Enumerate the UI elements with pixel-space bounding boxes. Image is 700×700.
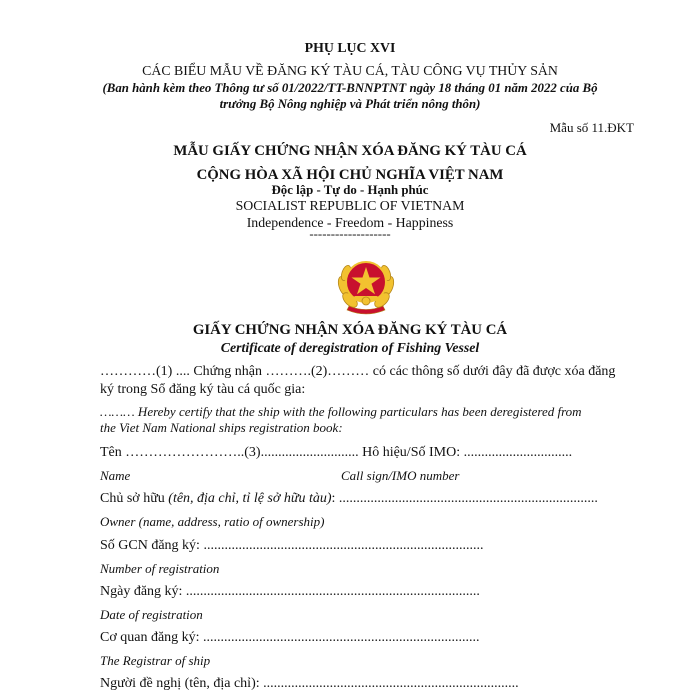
national-name-en: SOCIALIST REPUBLIC OF VIETNAM [235, 198, 465, 213]
registration-date-field: Ngày đăng ký: .................................................................................... [100, 584, 480, 599]
ship-name-field: Tên ……………………..(3)............................ Hô hiệu/Số IMO: ............................... [100, 445, 573, 460]
certificate-title-vi: GIẤY CHỨNG NHẬN XÓA ĐĂNG KÝ TÀU CÁ [192, 322, 508, 338]
intro-en-line-2: the Viet Nam National ships registration book: [100, 420, 343, 435]
form-name: MẪU GIẤY CHỨNG NHẬN XÓA ĐĂNG KÝ TÀU CÁ [173, 143, 527, 159]
registration-number-label-en: Number of registration [100, 561, 220, 576]
owner-dots: : .......................................................................... [331, 491, 598, 506]
owner-note: (tên, địa chỉ, tỉ lệ sở hữu tàu) [168, 491, 332, 506]
registration-date-label-en: Date of registration [100, 607, 203, 622]
callsign-label-en: Call sign/IMO number [341, 468, 460, 483]
national-name-vi: CỘNG HÒA XÃ HỘI CHỦ NGHĨA VIỆT NAM [196, 167, 504, 183]
intro-vi-line-1: …………(1) .... Chứng nhận ……….(2)……… có các thông số dưới đây đã được xóa đăng [100, 364, 616, 379]
owner-label: Chủ sở hữu [100, 491, 165, 506]
registrar-label-en: The Registrar of ship [100, 653, 211, 668]
intro-en-line-1: ……… Hereby certify that the ship with the following particulars has been deregistered from [100, 404, 582, 419]
national-motto-en: Independence - Freedom - Happiness [246, 215, 454, 230]
national-motto-vi: Độc lập - Tự do - Hạnh phúc [271, 183, 429, 197]
owner-field [100, 491, 598, 507]
requester-field: Người đề nghị (tên, địa chỉ): ......................................................................... [100, 676, 519, 691]
owner-label-en: Owner (name, address, ratio of ownership) [100, 514, 325, 529]
issued-note-line-2: trưởng Bộ Nông nghiệp và Phát triển nông thôn) [219, 97, 481, 111]
form-number: Mẫu số 11.ĐKT [549, 120, 634, 135]
intro-vi-line-2: ký trong Sổ đăng ký tàu cá quốc gia: [100, 382, 306, 397]
forms-title: CÁC BIỂU MẪU VỀ ĐĂNG KÝ TÀU CÁ, TÀU CÔNG VỤ THỦY SẢN [142, 63, 558, 78]
appendix-heading: PHỤ LỤC XVI [304, 40, 396, 55]
registrar-field: Cơ quan đăng ký: ............................................................................... [100, 630, 480, 645]
registration-number-field: Số GCN đăng ký: ................................................................................ [100, 538, 484, 553]
divider: ------------------- [309, 227, 391, 241]
vietnam-national-emblem-icon [333, 252, 399, 318]
ship-name-label-en: Name [100, 468, 131, 483]
issued-note-line-1: (Ban hành kèm theo Thông tư số 01/2022/TT-BNNPTNT ngày 18 tháng 01 năm 2022 của Bộ [102, 81, 598, 95]
certificate-title-en: Certificate of deregistration of Fishing Vessel [220, 340, 480, 355]
